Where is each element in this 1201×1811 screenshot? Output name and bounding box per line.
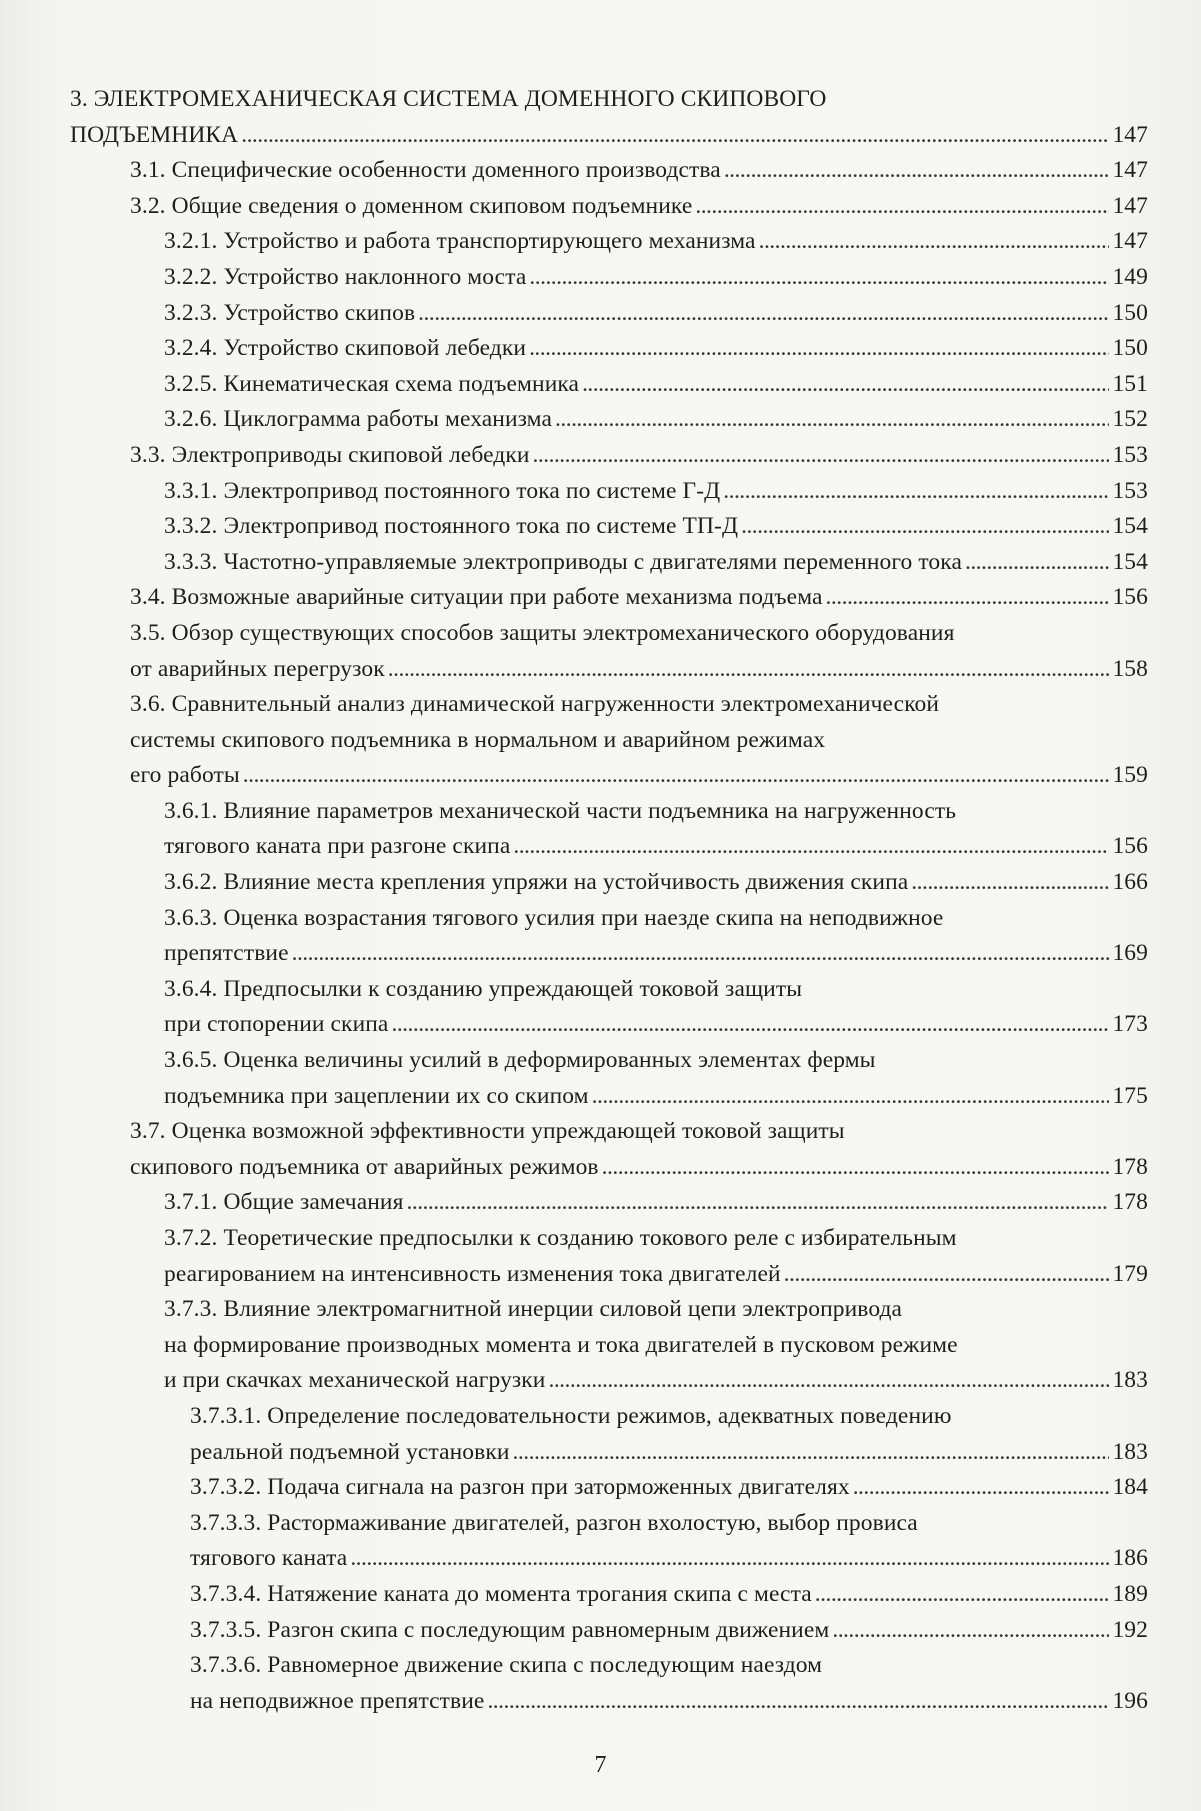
toc-entry-title-line: 3.2.3. Устройство скипов <box>164 299 416 326</box>
dot-leader <box>418 296 1109 332</box>
toc-entry-page-number: 147 <box>1112 121 1148 148</box>
toc-entry-title-line: 3.1. Специфические особенности доменного производства <box>130 157 721 184</box>
toc-entry-title-line: 3.2.1. Устройство и работа транспортирующего механизма <box>164 228 756 255</box>
toc-entry-title-line: реальной подъемной установки <box>190 1438 510 1465</box>
toc-entry-title-line: скипового подъемника от аварийных режимов <box>130 1153 599 1180</box>
dot-leader <box>513 1435 1110 1471</box>
toc-entry <box>70 402 1148 438</box>
toc-entry-page-number: 153 <box>1112 477 1148 504</box>
table-of-contents <box>70 82 1148 1719</box>
toc-entry-title-line: 3.6. Сравнительный анализ динамической нагруженности электромеханической <box>130 691 940 718</box>
toc-entry-page-number: 158 <box>1112 655 1148 682</box>
dot-leader <box>592 1079 1110 1115</box>
toc-entry-title-line: 3.6.2. Влияние места крепления упряжи на устойчивость движения скипа <box>164 869 909 896</box>
dot-leader <box>243 758 1110 794</box>
toc-entry-page-number: 153 <box>1112 441 1148 468</box>
dot-leader <box>533 438 1110 474</box>
toc-entry-title-line: и при скачках механической нагрузки <box>164 1367 546 1394</box>
dot-leader <box>350 1541 1109 1577</box>
dot-leader <box>832 1613 1109 1649</box>
toc-entry-page-number: 175 <box>1112 1082 1148 1109</box>
toc-entry-title-line: его работы <box>130 762 240 789</box>
dot-leader <box>723 474 1109 510</box>
toc-entry <box>70 82 1148 153</box>
toc-entry <box>70 616 1148 687</box>
toc-entry-page-number: 147 <box>1112 192 1148 219</box>
toc-entry-page-number: 156 <box>1112 584 1148 611</box>
toc-entry-title-line: 3.3.2. Электропривод постоянного тока по системе ТП-Д <box>164 513 739 540</box>
dot-leader <box>602 1150 1110 1186</box>
toc-entry <box>70 1114 1148 1185</box>
dot-leader <box>529 331 1109 367</box>
toc-entry-page-number: 184 <box>1112 1474 1148 1501</box>
toc-entry-title-line: 3.6.3. Оценка возрастания тягового усилия при наезде скипа на неподвижное <box>164 904 944 931</box>
dot-leader <box>388 652 1110 688</box>
toc-entry <box>70 224 1148 260</box>
toc-entry <box>70 1043 1148 1114</box>
toc-entry <box>70 509 1148 545</box>
toc-entry-title-line: препятствие <box>164 940 289 967</box>
page-number: 7 <box>594 1752 607 1778</box>
toc-entry <box>70 1648 1148 1719</box>
toc-entry <box>70 580 1148 616</box>
toc-entry <box>70 1470 1148 1506</box>
toc-entry-title-line: 3.7. Оценка возможной эффективности упреждающей токовой защиты <box>130 1118 845 1145</box>
toc-entry-title-line: тягового каната при разгоне скипа <box>164 833 511 860</box>
dot-leader <box>815 1577 1110 1613</box>
toc-entry <box>70 474 1148 510</box>
dot-leader <box>582 367 1109 403</box>
toc-entry-title-line: 3.7.3.1. Определение последовательности режимов, адекватных поведению <box>190 1402 952 1429</box>
toc-entry <box>70 296 1148 332</box>
toc-entry <box>70 1577 1148 1613</box>
toc-entry-page-number: 152 <box>1112 406 1148 433</box>
toc-entry-title-line: 3.6.4. Предпосылки к созданию упреждающей токовой защиты <box>164 975 803 1002</box>
dot-leader <box>911 865 1109 901</box>
toc-entry-title-line: тягового каната <box>190 1545 348 1572</box>
dot-leader <box>759 224 1110 260</box>
toc-entry-title-line: 3.7.1. Общие замечания <box>164 1189 404 1216</box>
toc-entry-title-line: ПОДЪЕМНИКА <box>70 121 239 148</box>
toc-entry-title-line: при стопорении скипа <box>164 1011 389 1038</box>
dot-leader <box>965 545 1109 581</box>
toc-entry-page-number: 154 <box>1112 513 1148 540</box>
toc-entry-title-line: 3.7.2. Теоретические предпосылки к созданию токового реле с избирательным <box>164 1225 957 1251</box>
toc-entry-title-line: 3.3.1. Электропривод постоянного тока по системе Г-Д <box>164 477 721 504</box>
toc-entry-title-line: 3.7.3.3. Растормаживание двигателей, разгон вхолостую, выбор провиса <box>190 1509 918 1536</box>
toc-entry-title-line: 3.7.3.6. Равномерное движение скипа с последующим наездом <box>190 1652 823 1679</box>
toc-entry-title-line: 3.7.3.4. Натяжение каната до момента трогания скипа с места <box>190 1580 812 1607</box>
dot-leader <box>695 189 1109 225</box>
toc-entry-page-number: 173 <box>1112 1011 1148 1038</box>
toc-entry-title-line: 3.3.3. Частотно-управляемые электроприводы с двигателями переменного тока <box>164 548 962 575</box>
toc-entry-page-number: 189 <box>1112 1580 1148 1607</box>
toc-entry-title-line: 3.6.5. Оценка величины усилий в деформированных элементах фермы <box>164 1047 876 1074</box>
toc-entry <box>70 1185 1148 1221</box>
toc-entry <box>70 545 1148 581</box>
toc-entry-title-line: 3.2. Общие сведения о доменном скиповом подъемнике <box>130 192 693 219</box>
toc-entry-page-number: 192 <box>1112 1616 1148 1643</box>
toc-entry-title-line: 3.7.3.2. Подача сигнала на разгон при заторможенных двигателях <box>190 1474 850 1501</box>
toc-entry-title-line: 3.5. Обзор существующих способов защиты электромеханического оборудования <box>130 619 955 646</box>
toc-entry-title-line: 3. ЭЛЕКТРОМЕХАНИЧЕСКАЯ СИСТЕМА ДОМЕННОГО СКИПОВОГО <box>70 86 827 112</box>
toc-entry <box>70 687 1148 794</box>
toc-entry-page-number: 186 <box>1112 1545 1148 1572</box>
toc-entry-page-number: 150 <box>1112 335 1148 362</box>
toc-entry-title-line: 3.6.1. Влияние параметров механической части подъемника на нагруженность <box>164 797 957 824</box>
dot-leader <box>548 1363 1109 1399</box>
toc-entry <box>70 260 1148 296</box>
toc-entry-title-line: на формирование производных момента и тока двигателей в пусковом режиме <box>164 1331 958 1358</box>
dot-leader <box>784 1257 1110 1293</box>
toc-entry <box>70 367 1148 403</box>
dot-leader <box>826 580 1110 616</box>
dot-leader <box>555 402 1109 438</box>
dot-leader <box>241 118 1109 154</box>
dot-leader <box>741 509 1109 545</box>
toc-entry-page-number: 147 <box>1112 157 1148 184</box>
toc-entry-title-line: 3.2.6. Циклограмма работы механизма <box>164 406 553 433</box>
toc-entry-page-number: 178 <box>1112 1153 1148 1180</box>
toc-entry-title-line: 3.4. Возможные аварийные ситуации при работе механизма подъема <box>130 584 823 611</box>
toc-entry-title-line: 3.2.5. Кинематическая схема подъемника <box>164 370 580 397</box>
toc-entry-page-number: 183 <box>1112 1367 1148 1394</box>
toc-entry <box>70 153 1148 189</box>
toc-entry-page-number: 151 <box>1112 370 1148 397</box>
toc-entry-page-number: 154 <box>1112 548 1148 575</box>
toc-entry-title-line: 3.2.2. Устройство наклонного моста <box>164 263 527 290</box>
toc-entry-page-number: 183 <box>1112 1438 1148 1465</box>
toc-entry-page-number: 179 <box>1112 1260 1148 1287</box>
toc-entry-title-line: системы скипового подъемника в нормальном и аварийном режимах <box>130 726 826 753</box>
toc-entry-title-line: на неподвижное препятствие <box>190 1687 485 1714</box>
toc-entry <box>70 1506 1148 1577</box>
toc-entry-title-line: 3.7.3. Влияние электромагнитной инерции силовой цепи электропривода <box>164 1296 903 1323</box>
toc-entry <box>70 972 1148 1043</box>
toc-entry-title-line: 3.3. Электроприводы скиповой лебедки <box>130 441 530 468</box>
toc-entry <box>70 901 1148 972</box>
toc-entry-title-line: реагированием на интенсивность изменения тока двигателей <box>164 1260 781 1287</box>
dot-leader <box>513 829 1109 865</box>
dot-leader <box>529 260 1109 296</box>
dot-leader <box>487 1684 1109 1720</box>
toc-entry-title-line: 3.7.3.5. Разгон скипа с последующим равномерным движением <box>190 1616 830 1643</box>
toc-entry <box>70 1221 1148 1292</box>
toc-entry <box>70 1399 1148 1470</box>
toc-entry <box>70 1613 1148 1649</box>
toc-entry-title-line: 3.2.4. Устройство скиповой лебедки <box>164 335 527 362</box>
toc-entry-page-number: 156 <box>1112 833 1148 860</box>
toc-entry-title-line: от аварийных перегрузок <box>130 655 385 682</box>
toc-entry <box>70 1292 1148 1399</box>
toc-entry <box>70 794 1148 865</box>
dot-leader <box>391 1007 1109 1043</box>
dot-leader <box>407 1185 1110 1221</box>
toc-entry-page-number: 159 <box>1112 762 1148 789</box>
toc-entry-page-number: 149 <box>1112 263 1148 290</box>
toc-entry-page-number: 166 <box>1112 869 1148 896</box>
toc-entry-page-number: 169 <box>1112 940 1148 967</box>
toc-entry <box>70 331 1148 367</box>
dot-leader <box>724 153 1110 189</box>
dot-leader <box>853 1470 1110 1506</box>
toc-entry <box>70 865 1148 901</box>
toc-entry-page-number: 147 <box>1112 228 1148 255</box>
toc-entry <box>70 189 1148 225</box>
toc-entry <box>70 438 1148 474</box>
dot-leader <box>292 936 1110 972</box>
toc-entry-title-line: подъемника при зацеплении их со скипом <box>164 1082 589 1109</box>
toc-entry-page-number: 178 <box>1112 1189 1148 1216</box>
toc-entry-page-number: 150 <box>1112 299 1148 326</box>
toc-entry-page-number: 196 <box>1112 1687 1148 1714</box>
